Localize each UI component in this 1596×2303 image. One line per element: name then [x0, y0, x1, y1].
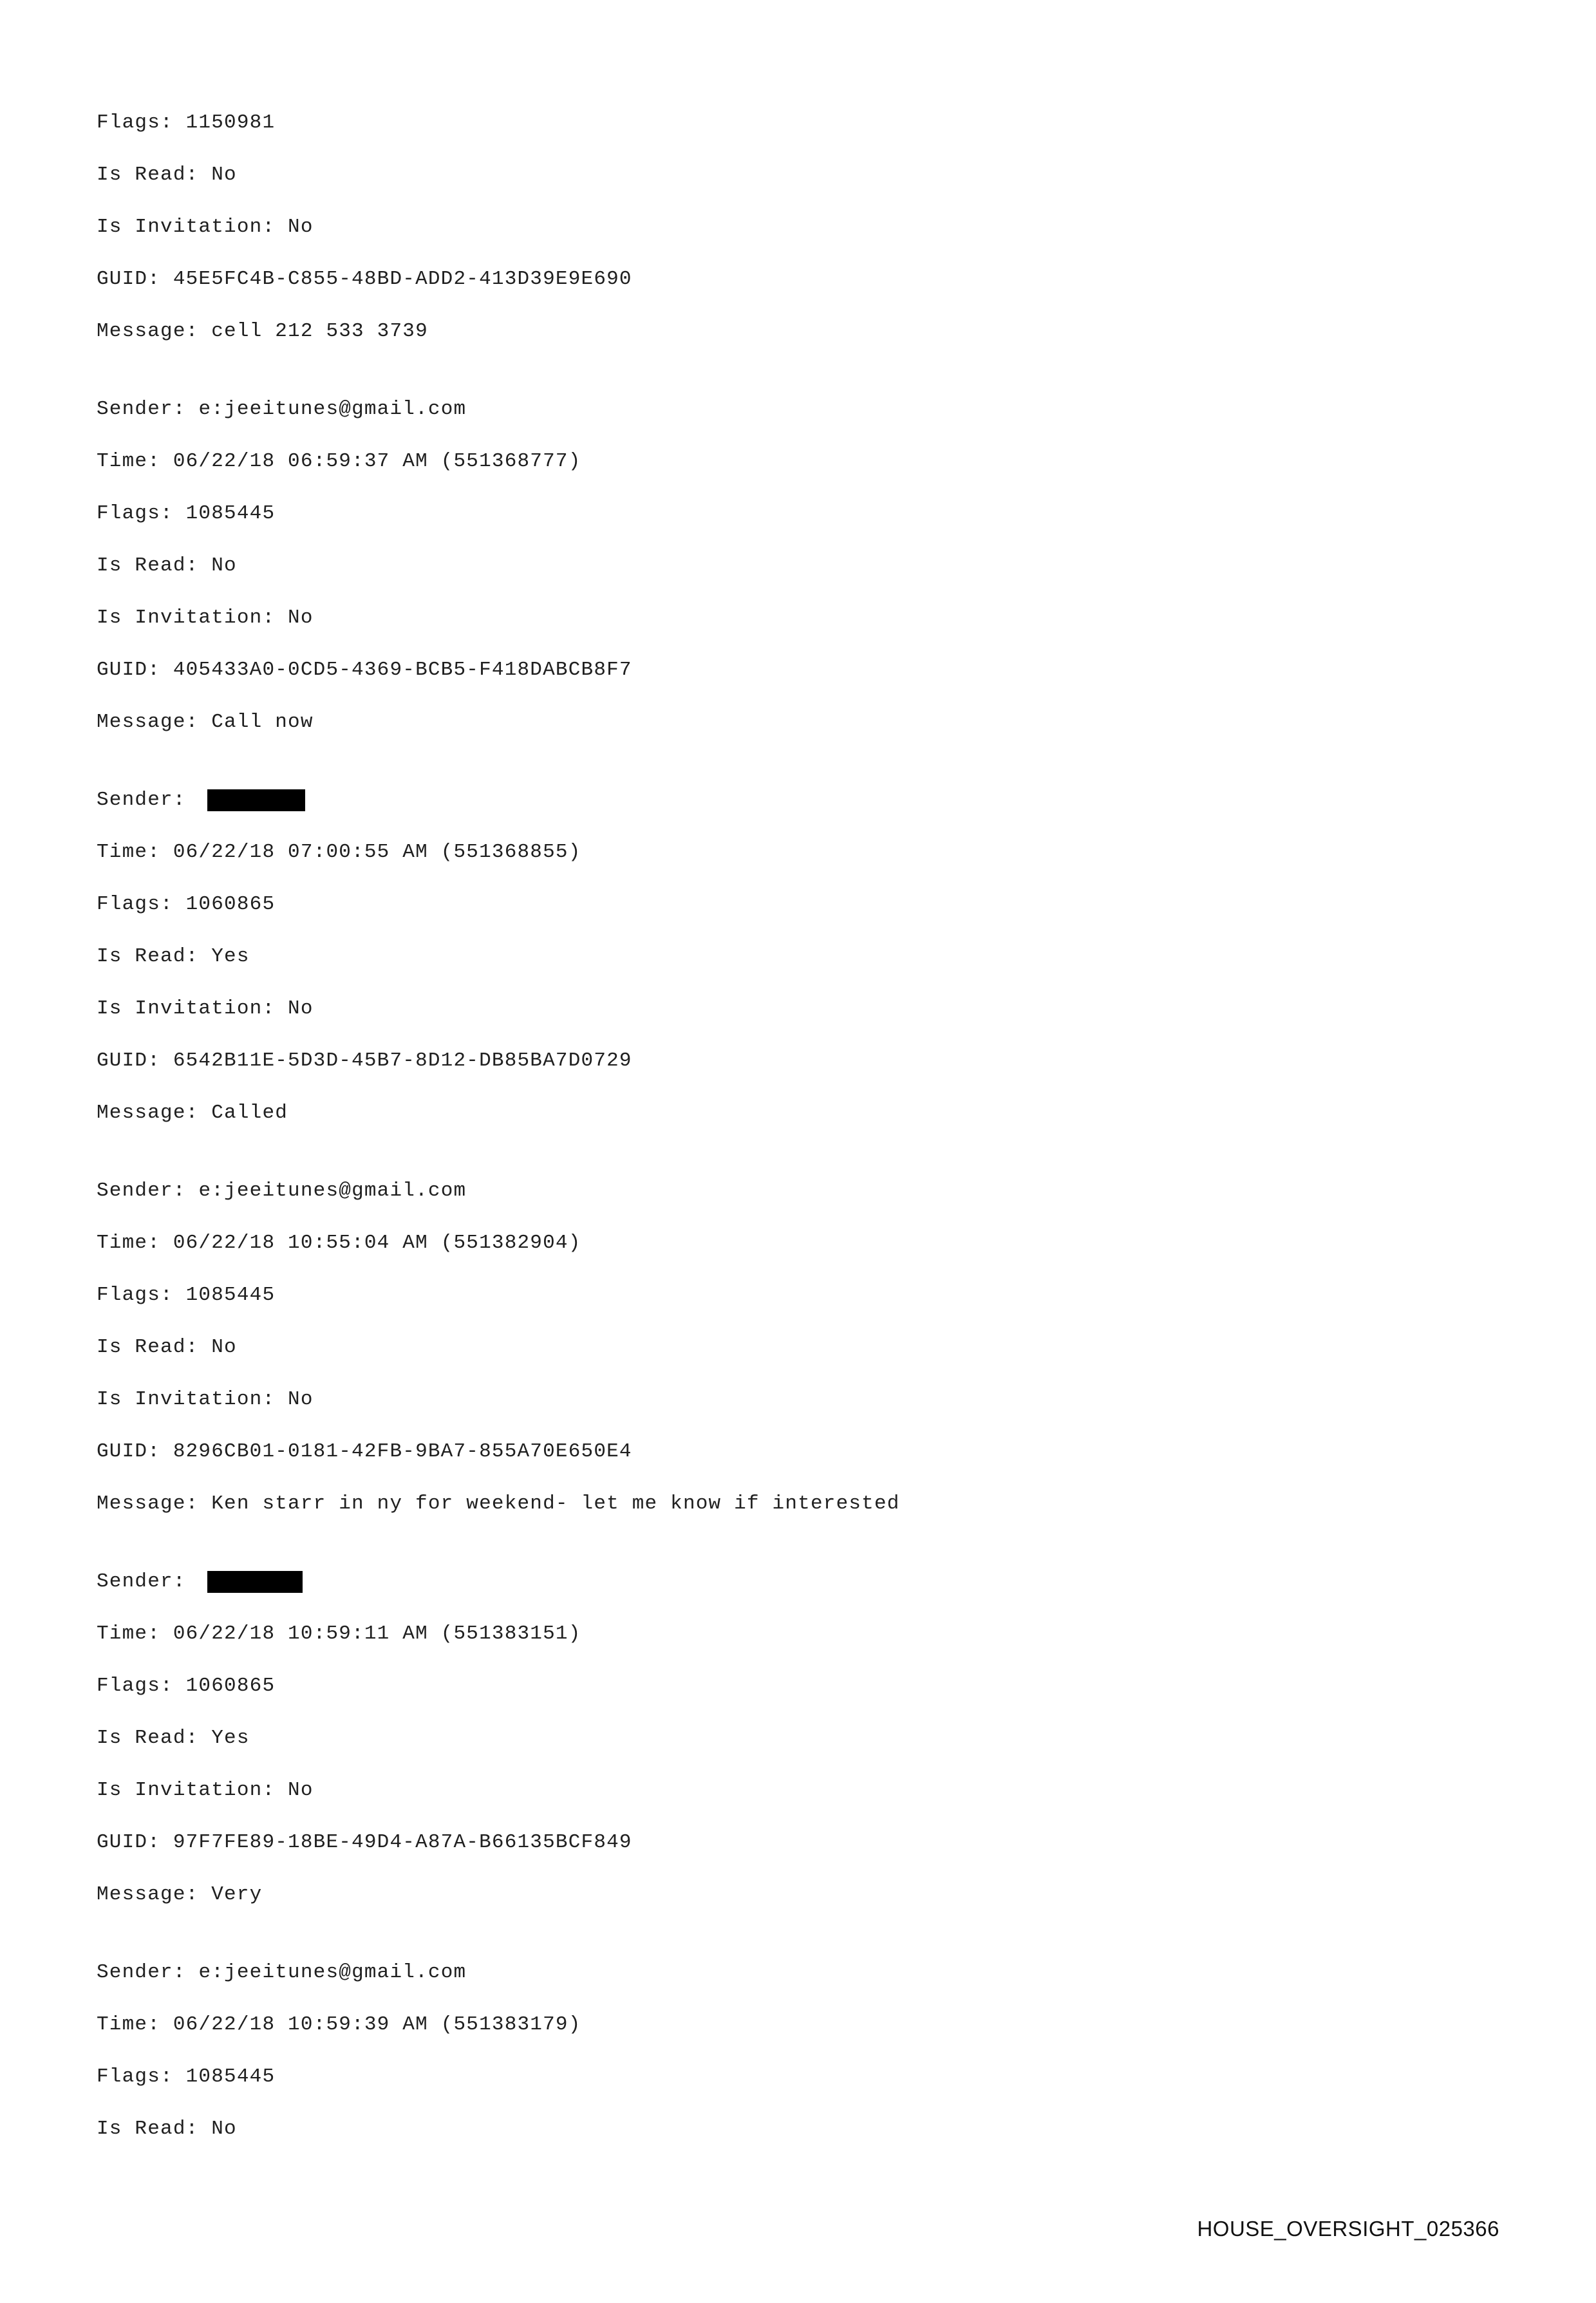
is-read-line: Is Read: No — [97, 2118, 237, 2140]
bates-stamp: HOUSE_OVERSIGHT_025366 — [1197, 2217, 1499, 2241]
guid-line: GUID: 6542B11E-5D3D-45B7-8D12-DB85BA7D0729 — [97, 1049, 632, 1072]
sender-value: e:jeeitunes@gmail.com — [198, 1961, 467, 1984]
sender-label: Sender: — [97, 398, 199, 420]
message-log-body — [97, 97, 1481, 2155]
redaction-bar — [207, 1571, 303, 1593]
is-read-line: Is Read: No — [97, 1336, 237, 1358]
time-line: Time: 06/22/18 10:59:39 AM (551383179) — [97, 2013, 581, 2036]
flags-line: Flags: 1150981 — [97, 111, 276, 134]
is-invitation-line: Is Invitation: No — [97, 1388, 314, 1411]
sender-line — [97, 774, 1481, 826]
sender-line — [97, 1946, 1481, 1998]
is-read-line: Is Read: No — [97, 164, 237, 186]
message-record — [97, 774, 1481, 1139]
is-read-line: Is Read: Yes — [97, 1727, 250, 1749]
is-invitation-line: Is Invitation: No — [97, 1779, 314, 1801]
message-line: Message: Called — [97, 1102, 288, 1124]
flags-line: Flags: 1060865 — [97, 893, 276, 916]
sender-value: e:jeeitunes@gmail.com — [198, 398, 467, 420]
is-invitation-line: Is Invitation: No — [97, 606, 314, 629]
sender-label: Sender: — [97, 1180, 199, 1202]
guid-line: GUID: 405433A0-0CD5-4369-BCB5-F418DABCB8F7 — [97, 659, 632, 681]
message-line: Message: Call now — [97, 711, 314, 733]
message-line: Message: cell 212 533 3739 — [97, 320, 428, 343]
time-line: Time: 06/22/18 06:59:37 AM (551368777) — [97, 450, 581, 473]
time-line: Time: 06/22/18 10:59:11 AM (551383151) — [97, 1622, 581, 1645]
message-record — [97, 97, 1481, 357]
sender-line — [97, 1165, 1481, 1217]
is-read-line: Is Read: No — [97, 554, 237, 577]
sender-value: e:jeeitunes@gmail.com — [198, 1180, 467, 1202]
flags-line: Flags: 1085445 — [97, 1284, 276, 1306]
sender-label: Sender: — [97, 1570, 199, 1593]
message-record — [97, 1946, 1481, 2155]
message-record — [97, 1556, 1481, 1921]
message-record — [97, 383, 1481, 748]
message-line: Message: Very — [97, 1883, 263, 1906]
redaction-bar — [207, 789, 305, 811]
flags-line: Flags: 1060865 — [97, 1675, 276, 1697]
guid-line: GUID: 45E5FC4B-C855-48BD-ADD2-413D39E9E690 — [97, 268, 632, 290]
is-invitation-line: Is Invitation: No — [97, 216, 314, 238]
sender-label: Sender: — [97, 1961, 199, 1984]
message-line: Message: Ken starr in ny for weekend- let me know if interested — [97, 1492, 900, 1515]
guid-line: GUID: 97F7FE89-18BE-49D4-A87A-B66135BCF849 — [97, 1831, 632, 1854]
is-read-line: Is Read: Yes — [97, 945, 250, 968]
is-invitation-line: Is Invitation: No — [97, 997, 314, 1020]
sender-label: Sender: — [97, 789, 199, 811]
flags-line: Flags: 1085445 — [97, 502, 276, 525]
time-line: Time: 06/22/18 07:00:55 AM (551368855) — [97, 841, 581, 863]
message-record — [97, 1165, 1481, 1530]
sender-line — [97, 383, 1481, 435]
sender-line — [97, 1556, 1481, 1608]
flags-line: Flags: 1085445 — [97, 2065, 276, 2088]
guid-line: GUID: 8296CB01-0181-42FB-9BA7-855A70E650E4 — [97, 1440, 632, 1463]
time-line: Time: 06/22/18 10:55:04 AM (551382904) — [97, 1232, 581, 1254]
